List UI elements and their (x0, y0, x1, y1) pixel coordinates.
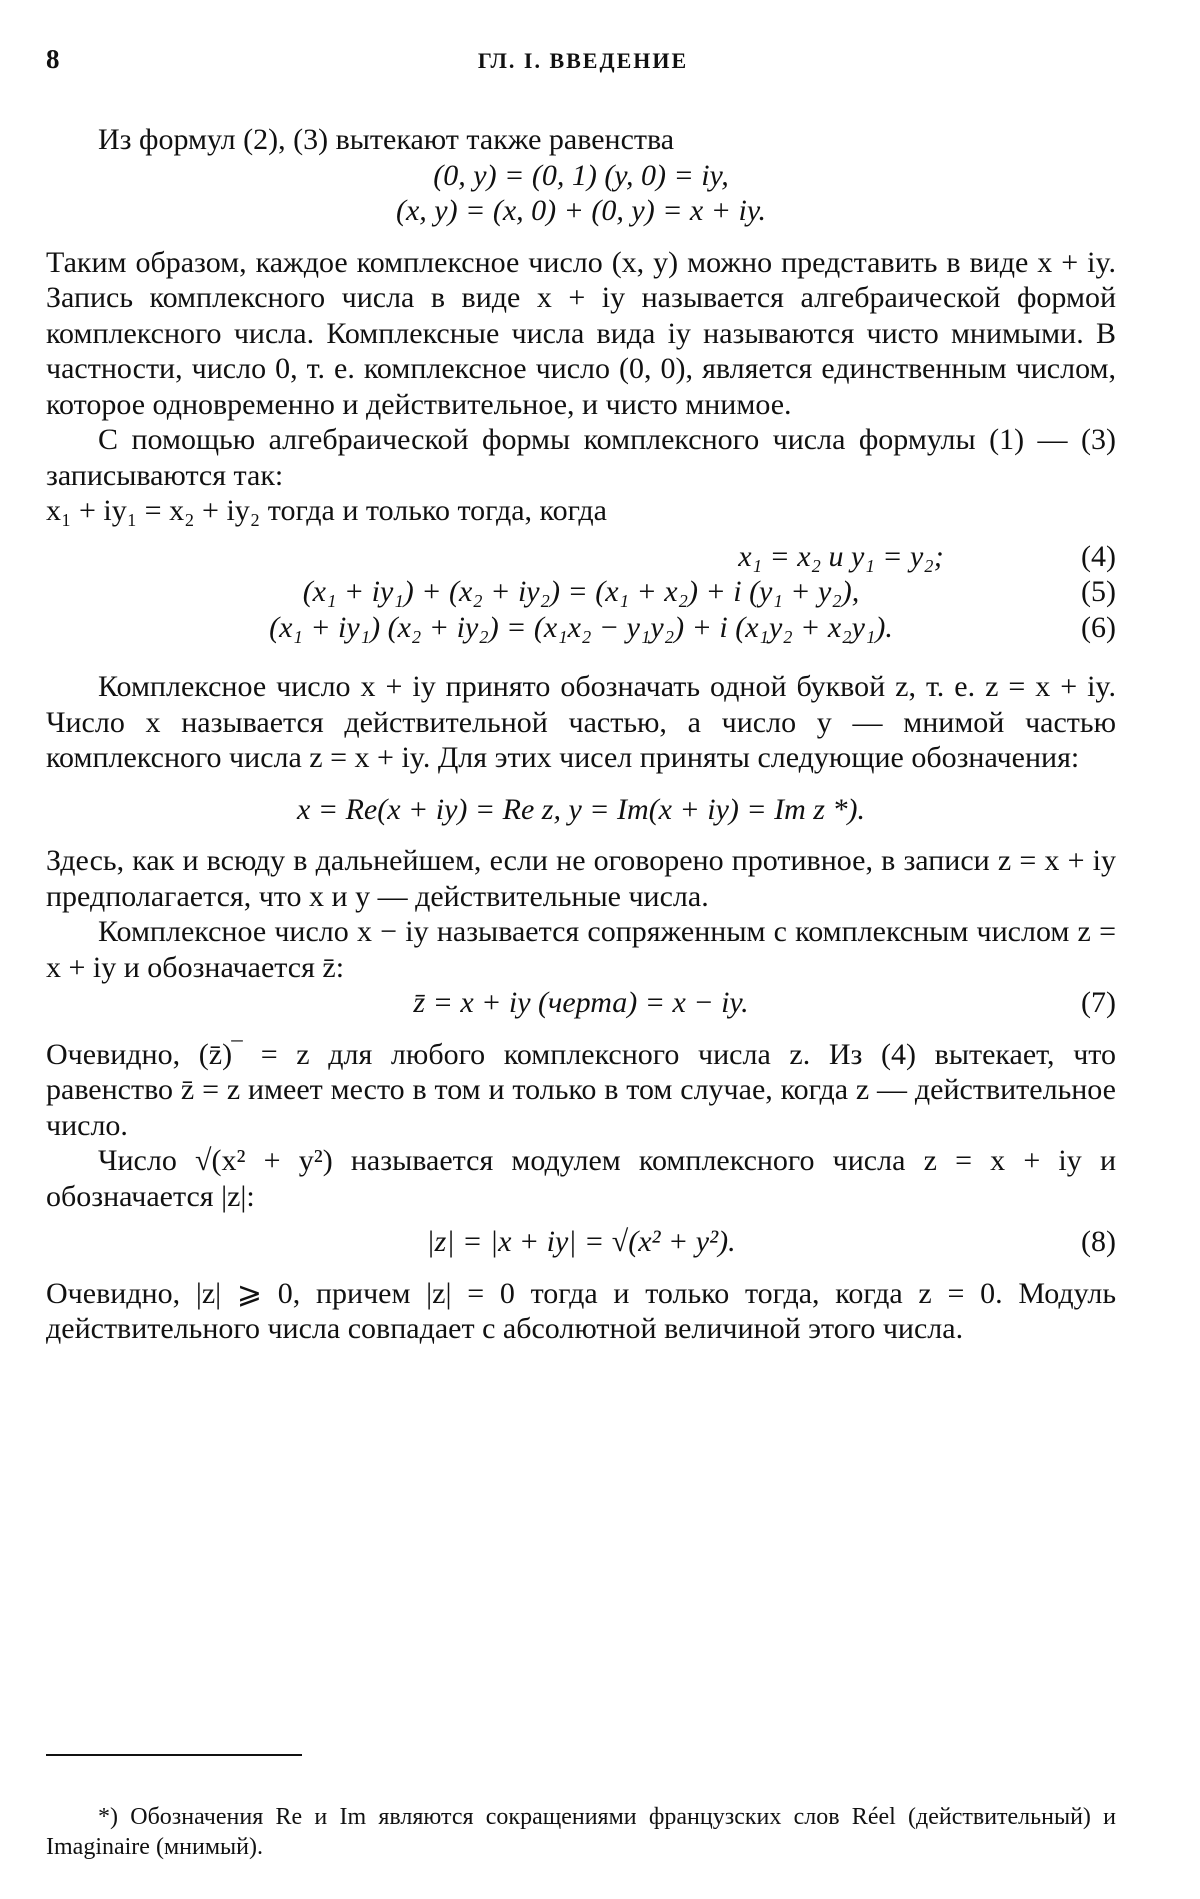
paragraph-conjugate-properties: Очевидно, (z̄)‾ = z для любого комплексного числа z. Из (4) вытекает, что равенство z̄ = z имеет место в том и только в том случае, когда z — действительное число. (46, 1037, 1116, 1142)
paragraph-real-imag-parts: Комплексное число x + iy принято обозначать одной буквой z, т. е. z = x + iy. Число x называется действительной частью, а число y — мнимой частью комплексного числа z = x + iy. Для этих чисел приняты следующие обозначения: (46, 670, 1116, 774)
equation-5-number: (5) (1081, 575, 1116, 608)
formula-iy: (0, y) = (0, 1) (y, 0) = iy, (433, 158, 729, 192)
equation-4-number: (4) (1081, 539, 1116, 573)
equation-7-number: (7) (1081, 986, 1116, 1019)
paragraph-equality-condition: x₁ + iy₁ = x₂ + iy₂ тогда и только тогда, когда (46, 494, 607, 527)
running-head: ГЛ. I. ВВЕДЕНИЕ (477, 48, 689, 73)
paragraph-conjugate: Комплексное число x − iy называется сопряженным с комплексным числом z = x + iy и обозначается z̄: (46, 915, 1116, 984)
equation-5-body: (x₁ + iy₁) + (x₂ + iy₂) = (x₁ + x₂) + i (y₁ + y₂), (302, 575, 860, 608)
equation-8 (46, 1224, 1116, 1260)
equation-4 (46, 539, 1116, 575)
formula-x-plus-iy: (x, y) = (x, 0) + (0, y) = x + iy. (396, 194, 766, 227)
page-header (46, 44, 1120, 84)
page-number: 8 (46, 44, 60, 74)
main-text (46, 122, 1116, 1347)
equation-5 (46, 574, 1116, 610)
equation-8-body: |z| = |x + iy| = √(x² + y²). (426, 1225, 736, 1258)
equation-6-number: (6) (1081, 610, 1116, 644)
paragraph-modulus: Число √(x² + y²) называется модулем комплексного числа z = x + iy и обозначается |z|: (46, 1144, 1116, 1213)
footnote: *) Обозначения Re и Im являются сокращениями французских слов Réel (действительный) и Imaginaire (мнимый). (46, 1804, 1116, 1860)
equation-8-number: (8) (1081, 1225, 1116, 1258)
footnote-divider (46, 1754, 302, 1756)
paragraph-modulus-properties: Очевидно, |z| ⩾ 0, причем |z| = 0 тогда и только тогда, когда z = 0. Модуль действительного числа совпадает с абсолютной величиной этого числа. (46, 1276, 1116, 1345)
paragraph-algebraic-form: Таким образом, каждое комплексное число (x, y) можно представить в виде x + iy. Запись комплексного числа в виде x + iy называется алгебраической формой комплексного числа. Комплексные числа вида iy называются чисто мнимыми. В частности, число 0, т. е. комплексное число (0, 0), является единственным числом, которое одновременно и действительное, и чисто мнимое. (46, 245, 1116, 421)
equation-6-body: (x₁ + iy₁) (x₂ + iy₂) = (x₁x₂ − y₁y₂) + i (x₁y₂ + x₂y₁). (269, 610, 893, 644)
equation-7-body: z̄ = x + iy (черта) = x − iy. (413, 986, 749, 1019)
paragraph-intro: Из формул (2), (3) вытекают также равенства (98, 123, 675, 156)
equation-4-body: x₁ = x₂ и y₁ = y₂; (738, 539, 944, 573)
equation-7 (46, 985, 1116, 1021)
paragraph-convention: Здесь, как и всюду в дальнейшем, если не оговорено противное, в записи z = x + iy предполагается, что x и y — действительные числа. (46, 844, 1116, 913)
formula-re-im: x = Re(x + iy) = Re z, y = Im(x + iy) = Im z *). (297, 792, 865, 826)
equation-6 (46, 610, 1116, 646)
paragraph-formulas-intro: С помощью алгебраической формы комплексного числа формулы (1) — (3) записываются так: (46, 423, 1116, 492)
